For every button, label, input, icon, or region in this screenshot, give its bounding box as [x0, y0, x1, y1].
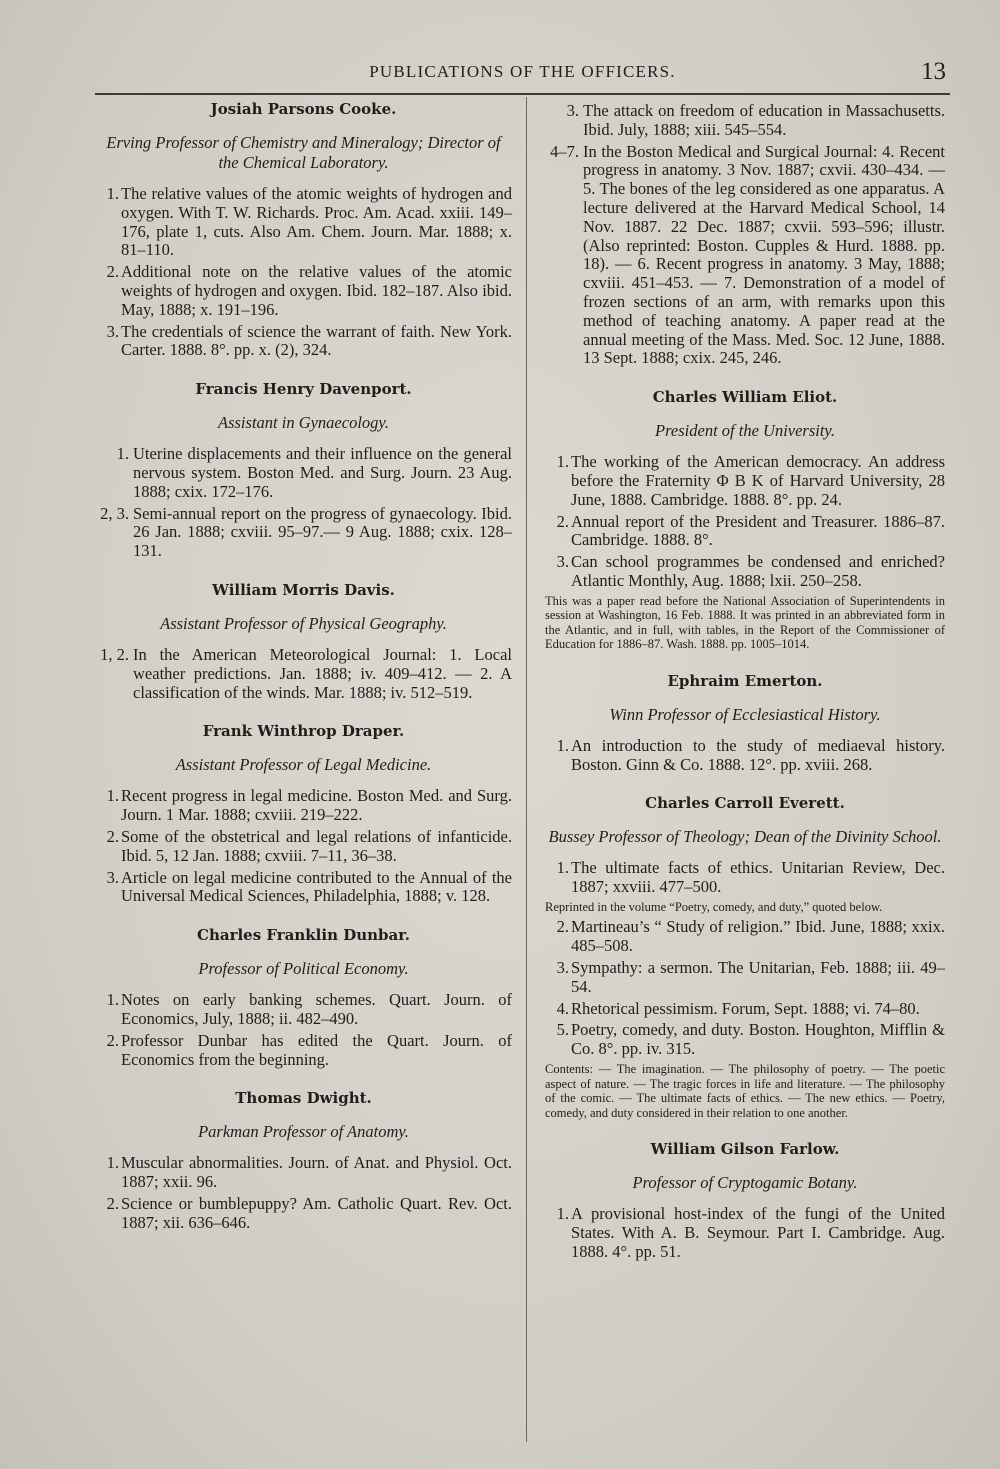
entry-number: 3.	[566, 101, 579, 120]
bibliography-entry	[545, 102, 945, 140]
person-title: Winn Professor of Ecclesiastical History.	[609, 704, 881, 724]
entry-note: Reprinted in the volume “Poetry, comedy, and duty,” quoted below.	[545, 899, 883, 914]
entry-number: 1.	[116, 444, 129, 464]
entry-text: The attack on freedom of education in Massachusetts. Ibid. July, 1888; xiii. 545–554.	[583, 101, 945, 139]
person-title: Professor of Political Economy.	[198, 959, 409, 979]
person-title: Assistant in Gynaecology.	[218, 413, 389, 433]
person-name: William Morris Davis.	[212, 580, 395, 599]
entry-text: An introduction to the study of mediaeval history. Boston. Ginn & Co. 1888. 12°. pp. xviii. 268.	[571, 735, 945, 774]
person-name: Charles William Eliot.	[652, 388, 838, 407]
person-section	[95, 1089, 512, 1232]
entry-number: 3.	[556, 552, 569, 572]
entry-text: The ultimate facts of ethics. Unitarian Review, Dec. 1887; xxviii. 477–500.	[571, 858, 945, 897]
entry-text: The relative values of the atomic weights of hydrogen and oxygen. With T. W. Richards. Proc. Am. Acad. xxiii. 149–176, plate 1, cuts. Also Am. Chem. Journ. Mar. 1888; x. 81–110.	[121, 184, 512, 260]
bibliography-entry	[95, 323, 512, 361]
person-title: Bussey Professor of Theology; Dean of the Divinity School.	[548, 827, 942, 847]
person-name: Francis Henry Davenport.	[195, 380, 412, 399]
entry-number: 2.	[106, 262, 119, 282]
person-name: Frank Winthrop Draper.	[202, 722, 405, 741]
entry-text: Poetry, comedy, and duty. Boston. Houghton, Mifflin & Co. 8°. pp. iv. 315.	[571, 1020, 945, 1059]
person-name: Josiah Parsons Cooke.	[210, 100, 397, 118]
right-column	[545, 100, 945, 1264]
person-section	[95, 926, 512, 1069]
entry-text: Sympathy: a sermon. The Unitarian, Feb. 1888; iii. 49–54.	[571, 958, 945, 996]
person-title: Assistant Professor of Physical Geography.	[160, 613, 447, 633]
entry-number: 2.	[106, 1193, 119, 1213]
person-title: Erving Professor of Chemistry and Mineralogy; Director of the Chemical Laboratory.	[106, 133, 501, 172]
bibliography-entry	[545, 1021, 945, 1059]
right-column-people	[545, 388, 945, 1261]
person-name: Charles Carroll Everett.	[645, 794, 845, 813]
bibliography-entry	[95, 869, 512, 907]
running-head	[95, 58, 950, 92]
entry-number: 1.	[556, 858, 569, 878]
entry-number: 1.	[556, 735, 569, 755]
bibliography-entry	[95, 445, 512, 501]
bibliography-entry	[95, 1032, 512, 1070]
entry-number: 2, 3.	[100, 503, 129, 523]
entry-number: 1, 2.	[100, 644, 129, 664]
person-title: Parkman Professor of Anatomy.	[198, 1122, 409, 1142]
entry-note: Contents: — The imagination. — The philosophy of poetry. — The poetic aspect of nature. — The tragic forces in life and literature. — The philosophy of the comic. — The ultimate facts of ethics. — The new ethics. — Poetry, comedy, and duty considered in their relation to one another.	[545, 1062, 945, 1120]
entry-text: Martineau’s “ Study of religion.” Ibid. June, 1888; xxix. 485–508.	[571, 917, 945, 956]
entry-number: 2.	[106, 1030, 119, 1050]
person-section	[545, 672, 945, 775]
entry-text: Muscular abnormalities. Journ. of Anat. and Physiol. Oct. 1887; xxii. 96.	[121, 1153, 512, 1192]
person-name: William Gilson Farlow.	[650, 1140, 840, 1158]
entry-text: Professor Dunbar has edited the Quart. Journ. of Economics from the beginning.	[121, 1030, 512, 1069]
entry-text: Notes on early banking schemes. Quart. Journ. of Economics, July, 1888; ii. 482–490.	[121, 990, 512, 1028]
header-rule	[95, 93, 950, 95]
person-section	[545, 1140, 945, 1261]
entry-number: 3.	[556, 958, 569, 978]
entry-text: The credentials of science the warrant of faith. New York. Carter. 1888. 8°. pp. x. (2), 324.	[121, 321, 512, 360]
entry-text: Some of the obstetrical and legal relations of infanticide. Ibid. 5, 12 Jan. 1888; cxviii. 7–11, 36–38.	[121, 826, 512, 865]
person-title: Assistant Professor of Legal Medicine.	[175, 755, 432, 775]
entry-text: Recent progress in legal medicine. Boston Med. and Surg. Journ. 1 Mar. 1888; cxviii. 219–222.	[121, 786, 512, 825]
entry-number: 3.	[106, 321, 119, 341]
entry-number: 2.	[106, 826, 119, 846]
entry-text: Semi-annual report on the progress of gynaecology. Ibid. 26 Jan. 1888; cxviii. 95–97.— 9 Aug. 1888; cxix. 128–131.	[133, 503, 512, 561]
bibliography-entry	[545, 859, 945, 897]
bibliography-entry	[545, 453, 945, 509]
entry-number: 1.	[106, 1153, 119, 1173]
bibliography-entry	[545, 1000, 945, 1019]
bibliography-entry	[95, 646, 512, 702]
entry-number: 4–7.	[550, 141, 579, 161]
column-divider	[526, 97, 527, 1442]
person-name: Charles Franklin Dunbar.	[197, 926, 410, 945]
entry-text: Can school programmes be condensed and enriched? Atlantic Monthly, Aug. 1888; lxii. 250–258.	[571, 552, 945, 590]
bibliography-entry	[95, 1154, 512, 1192]
entry-text: Uterine displacements and their influence on the general nervous system. Boston Med. and Surg. Journ. 23 Aug. 1888; cxix. 172–176.	[133, 444, 512, 501]
person-section	[545, 388, 945, 652]
bibliography-entry	[95, 185, 512, 260]
entry-number: 1.	[106, 990, 119, 1010]
entry-text: Rhetorical pessimism. Forum, Sept. 1888; vi. 74–80.	[571, 998, 920, 1018]
entry-text: Annual report of the President and Treasurer. 1886–87. Cambridge. 1888. 8°.	[571, 511, 945, 550]
entry-number: 5.	[556, 1020, 569, 1040]
person-section	[545, 794, 945, 1120]
person-name: Thomas Dwight.	[235, 1089, 372, 1108]
bibliography-entry	[95, 787, 512, 825]
person-name: Ephraim Emerton.	[667, 671, 823, 690]
entry-text: In the American Meteorological Journal: 1. Local weather predictions. Jan. 1888; iv. 409–412. — 2. A classification of the winds. Mar. 1888; iv. 512–519.	[133, 644, 512, 702]
person-section	[95, 100, 512, 360]
bibliography-entry	[545, 737, 945, 775]
entry-text: A provisional host-index of the fungi of the United States. With A. B. Seymour. Part I. Cambridge. Aug. 1888. 4°. pp. 51.	[571, 1204, 945, 1261]
entry-number: 1.	[556, 452, 569, 472]
person-title: President of the University.	[655, 421, 835, 441]
bibliography-entry	[545, 918, 945, 956]
bibliography-entry	[545, 959, 945, 997]
entry-note: This was a paper read before the National Association of Superintendents in session at Washington, 16 Feb. 1888. It was printed in an abbreviated form in the Atlantic, and in full, with tables, in the Report of the Commissioner of Education for 1886–87. Wash. 1888. pp. 1005–1014.	[545, 593, 945, 652]
entry-text: In the Boston Medical and Surgical Journal: 4. Recent progress in anatomy. 3 Nov. 1887; cxvii. 430–434. — 5. The bones of the leg considered as one apparatus. A lecture delivered at the Harvard Medical School, 14 Nov. 1887. 22 Dec. 1887; cxvii. 593–596; illustr. (Also reprinted: Boston. Cupples & Hurd. 1888. pp. 18). — 6. Recent progress in anatomy. 3 May, 1888; cxviii. 451–453. — 7. Demonstration of a model of frozen sections of an arm, with remarks upon this method of teaching anatomy. A paper read at the annual meeting of the Mass. Med. Soc. 12 June, 1888. 13 Sept. 1888; cxix. 245, 246.	[583, 141, 945, 368]
bibliography-entry	[545, 1205, 945, 1261]
bibliography-entry	[95, 991, 512, 1029]
entry-text: The working of the American democracy. An address before the Fraternity Φ B K of Harvard University, 28 June, 1888. Cambridge. 1888. 8°. pp. 24.	[571, 452, 945, 509]
entry-number: 2.	[556, 511, 569, 531]
left-column	[95, 100, 512, 1236]
bibliography-entry	[545, 513, 945, 551]
person-section	[95, 581, 512, 702]
entry-number: 3.	[106, 867, 119, 887]
bibliography-entry	[95, 1195, 512, 1233]
bibliography-entry	[95, 263, 512, 319]
bibliography-entry	[95, 828, 512, 866]
page-number: 13	[921, 58, 946, 85]
entry-number: 4.	[556, 998, 569, 1018]
bibliography-entry	[545, 143, 945, 369]
entry-text: Science or bumblepuppy? Am. Catholic Quart. Rev. Oct. 1887; xii. 636–646.	[121, 1193, 512, 1232]
entry-text: Article on legal medicine contributed to the Annual of the Universal Medical Sciences, Philadelphia, 1888; v. 128.	[121, 867, 512, 906]
entry-text: Additional note on the relative values of the atomic weights of hydrogen and oxygen. Ibid. 182–187. Also ibid. May, 1888; x. 191–196.	[121, 262, 512, 319]
person-section	[95, 722, 512, 906]
person-section	[95, 380, 512, 561]
bibliography-entry	[95, 505, 512, 561]
entry-number: 2.	[556, 917, 569, 937]
person-title: Professor of Cryptogamic Botany.	[632, 1173, 858, 1192]
continued-entries	[545, 102, 945, 368]
entry-number: 1.	[106, 184, 119, 203]
entry-number: 1.	[106, 786, 119, 806]
running-title: PUBLICATIONS OF THE OFFICERS.	[369, 62, 676, 81]
entry-number: 1.	[556, 1204, 569, 1223]
bibliography-entry	[545, 553, 945, 591]
